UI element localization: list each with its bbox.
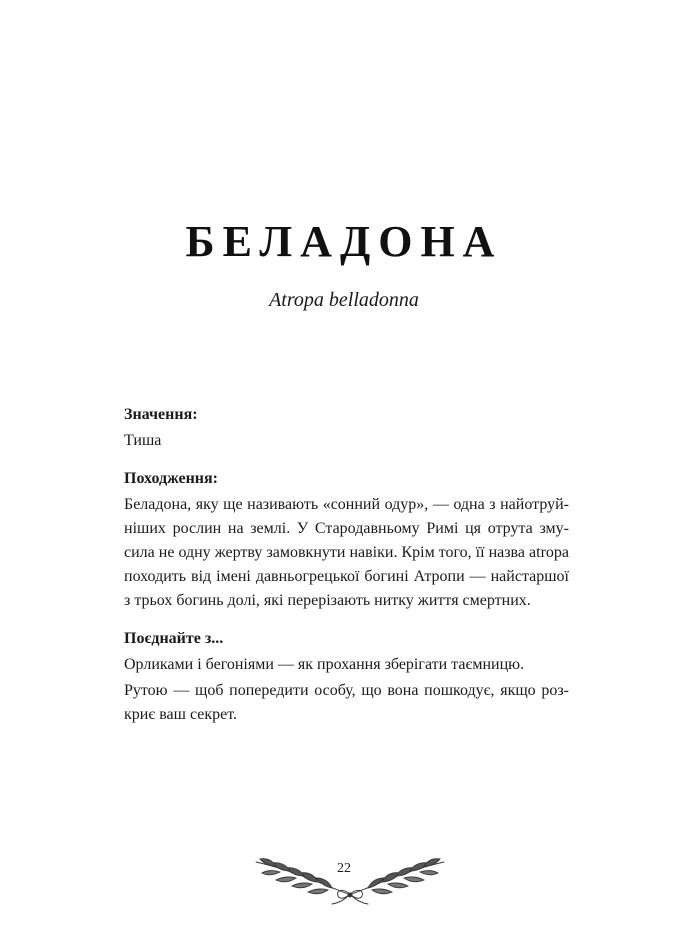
- origin-line: походить від імені давньогрецької богині Атропи — найстаршої: [124, 568, 569, 585]
- meaning-text: Тиша: [124, 432, 162, 449]
- origin-paragraph: [124, 493, 569, 613]
- combine-item-2-line: криє ваш секрет.: [124, 706, 238, 723]
- combine-item-2: [124, 679, 569, 727]
- content: [124, 403, 569, 741]
- section-meaning: [124, 403, 569, 453]
- section-combine: [124, 627, 569, 727]
- origin-line: Беладона, яку ще називають «сонний одур», — одна з найотруй-: [124, 496, 569, 513]
- combine-item-1: Орликами і бегоніями — як прохання зберігати таємницю.: [124, 656, 525, 673]
- combine-item-2-line: Рутою — щоб попередити особу, що вона пошкодує, якщо роз-: [124, 682, 569, 699]
- section-origin: [124, 467, 569, 613]
- page-footer: [0, 850, 688, 910]
- section-heading-meaning: Значення:: [124, 406, 198, 423]
- origin-line: ніших рослин на землі. У Стародавньому Римі ця отрута зму-: [124, 520, 569, 537]
- wheat-wreath-ornament-icon: [252, 850, 448, 906]
- section-heading-combine: Поєднайте з...: [124, 630, 224, 647]
- latin-name: Atropa belladonna: [269, 289, 419, 311]
- origin-line: з трьох богинь долі, які перерізають нитку життя смертних.: [124, 592, 531, 609]
- page-title: БЕЛАДОНА: [185, 217, 503, 266]
- origin-line: сила не одну жертву замовкнути навіки. Крім того, її назва atropa: [124, 544, 569, 561]
- section-heading-origin: Походження:: [124, 470, 218, 487]
- page-number: 22: [337, 861, 351, 876]
